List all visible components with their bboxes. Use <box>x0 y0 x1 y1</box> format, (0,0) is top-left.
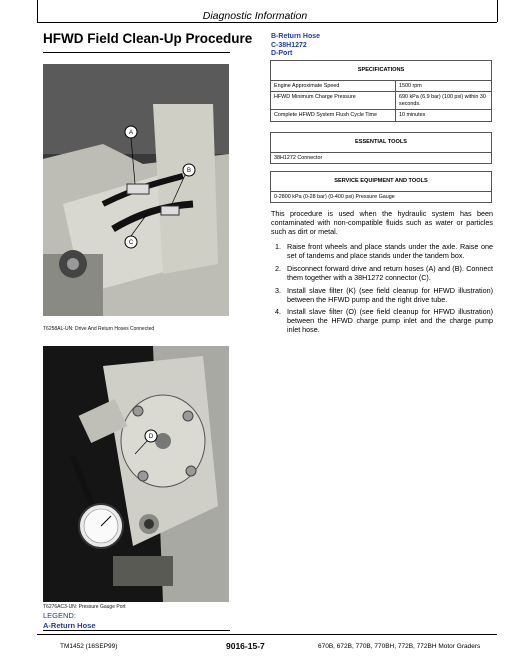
specifications-heading: SPECIFICATIONS <box>271 61 492 81</box>
footer-page-number: 9016-15-7 <box>226 641 265 651</box>
service-equipment-item: 0-2800 kPa (0-28 bar) (0-400 psi) Pressure Gauge <box>271 191 492 203</box>
essential-tools-table <box>270 132 492 164</box>
spec-value: 10 minutes <box>396 110 492 122</box>
legend-title: LEGEND: <box>43 611 76 620</box>
callout-d: D <box>148 434 154 441</box>
step-number: 2. <box>275 263 281 273</box>
legend-item-a: A-Return Hose <box>43 621 96 630</box>
intro-paragraph: This procedure is used when the hydraulic system has been contaminated with non-compatible fluids such as water or particles such as dirt or metal. <box>271 209 493 236</box>
step-text: Install slave filter (K) (see field cleanup for HFWD illustration) between the HFWD pump and the right drive tube. <box>287 285 493 304</box>
step-item <box>271 243 493 261</box>
legend-rule <box>43 630 230 631</box>
legend-continued <box>271 33 320 59</box>
spec-label: Complete HFWD System Flush Cycle Time <box>271 110 396 122</box>
header-rule <box>37 22 497 23</box>
footer-models: 670B, 672B, 770B, 770BH, 772B, 772BH Motor Graders <box>318 643 481 650</box>
gauge-photo-illustration <box>43 346 229 602</box>
step-item <box>271 308 493 335</box>
step-number: 1. <box>275 242 281 251</box>
specifications-table <box>270 60 492 122</box>
legend-item-c: C-38H1272 <box>271 41 307 49</box>
step-text: Install slave filter (O) (see field cleanup for HFWD illustration) between the HFWD charge pump inlet and the charge pump inlet hose. <box>287 307 493 335</box>
callout-c: C <box>128 240 134 247</box>
figure2-caption: T6276AC3-UN: Pressure Gauge Port <box>43 604 126 610</box>
step-text: Raise front wheels and place stands under the axle. Raise one set of tandems and place stands under the tandem box. <box>287 242 493 260</box>
service-equipment-heading: SERVICE EQUIPMENT AND TOOLS <box>271 172 492 192</box>
procedure-title: HFWD Field Clean-Up Procedure <box>43 31 253 46</box>
step-item <box>271 265 493 283</box>
footer-rule <box>37 634 497 635</box>
hose-photo-illustration <box>43 64 229 316</box>
callout-b: B <box>186 168 192 175</box>
legend-item-d: D-Port <box>271 50 293 57</box>
service-equipment-table <box>270 171 492 203</box>
spec-value: 1500 rpm <box>396 80 492 92</box>
step-text: Disconnect forward drive and return hoses (A) and (B). Connect them together with a 38H1272 connector (C). <box>287 263 493 282</box>
procedure-steps <box>271 243 493 339</box>
callout-a: A <box>128 130 134 137</box>
essential-tool-item: 38H1272 Connector <box>271 152 492 164</box>
essential-tools-heading: ESSENTIAL TOOLS <box>271 133 492 153</box>
title-rule <box>43 52 230 53</box>
figure1-caption: T6258AL-UN: Drive And Return Hoses Connected <box>43 326 155 332</box>
page-header: Diagnostic Information <box>202 10 308 22</box>
spec-label: HFWD Minimum Charge Pressure <box>271 92 396 110</box>
step-item <box>271 287 493 305</box>
step-number: 4. <box>275 307 281 317</box>
spec-value: 690 kPa (6.9 bar) (100 psi) within 30 seconds. <box>396 92 492 110</box>
legend-item-b: B-Return Hose <box>271 33 321 40</box>
gauge-photo <box>43 346 229 602</box>
step-number: 3. <box>275 285 281 295</box>
footer-document-id: TM1452 (16SEP99) <box>60 643 118 650</box>
spec-label: Engine Approximate Speed <box>271 80 396 92</box>
hose-photo <box>43 64 229 316</box>
